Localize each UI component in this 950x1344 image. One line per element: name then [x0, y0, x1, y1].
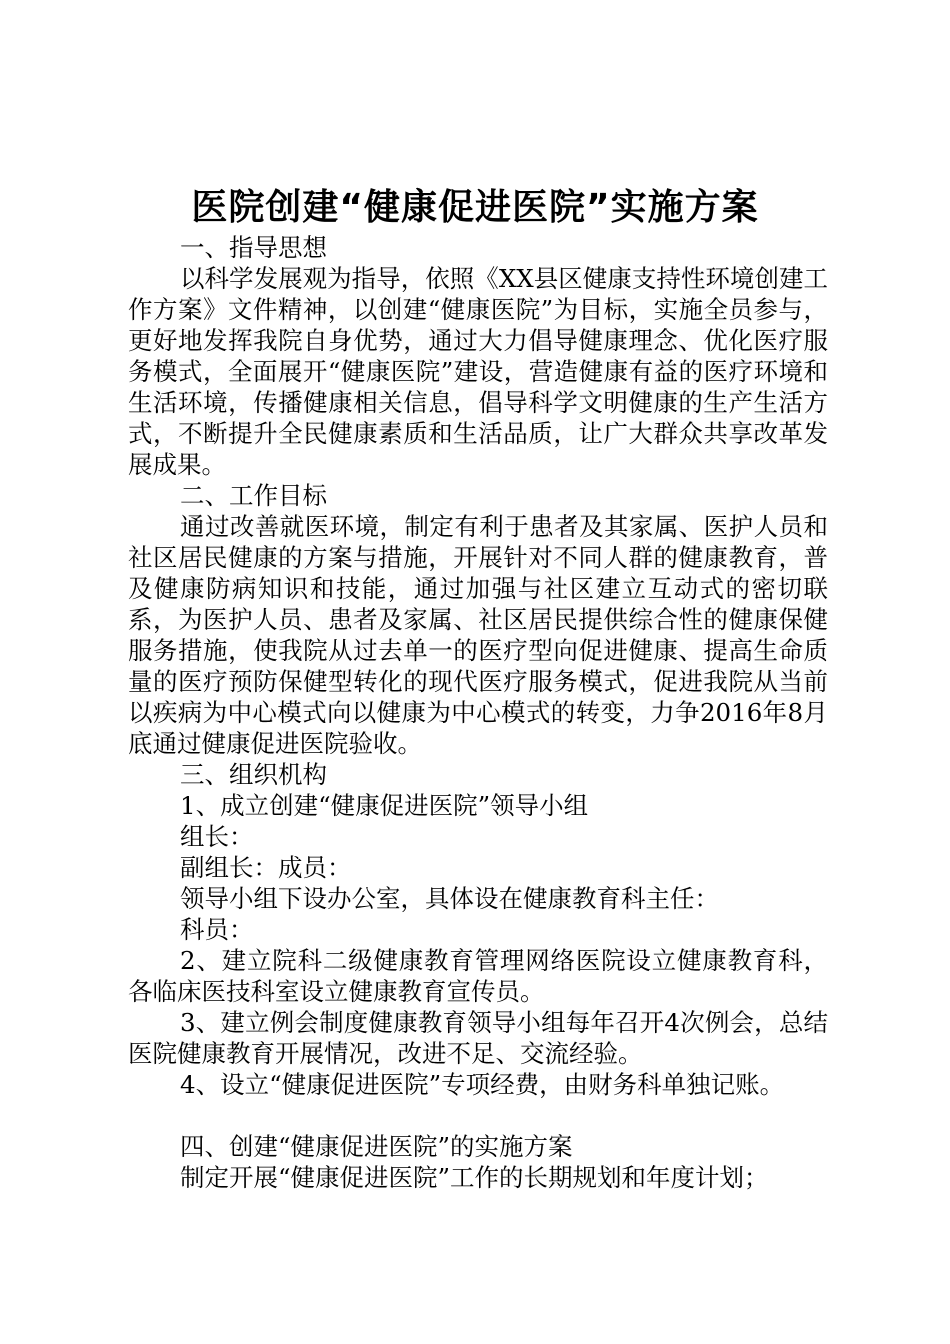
section-3-item-2: 2、建立院科二级健康教育管理网络医院设立健康教育科，各临床医技科室设立健康教育宣传员。 — [128, 946, 828, 1006]
document-title: 医院创建“健康促进医院”实施方案 — [191, 187, 759, 228]
section-1-heading: 一、指导思想 — [180, 233, 327, 262]
document-body — [128, 232, 828, 1193]
section-3-staff-line: 科员： — [180, 915, 254, 944]
section-4-heading: 四、创建“健康促进医院”的实施方案 — [180, 1132, 573, 1161]
section-2-heading: 二、工作目标 — [180, 481, 327, 510]
section-2-paragraph: 通过改善就医环境，制定有利于患者及其家属、医护人员和社区居民健康的方案与措施，开展针对不同人群的健康教育，普及健康防病知识和技能，通过加强与社区建立互动式的密切联系，为医护人员、患者及家属、社区居民提供综合性的健康保健服务措施，使我院从过去单一的医疗型向促进健康、提高生命质量的医疗预防保健型转化的现代医疗服务模式，促进我院从当前以疾病为中心模式向以健康为中心模式的转变，力争2016年8月底通过健康促进医院验收。 — [128, 512, 828, 758]
section-1-paragraph: 以科学发展观为指导，依照《XX县区健康支持性环境创建工作方案》文件精神，以创建“健康医院”为目标，实施全员参与，更好地发挥我院自身优势，通过大力倡导健康理念、优化医疗服务模式，全面展开“健康医院”建设，营造健康有益的医疗环境和生活环境，传播健康相关信息，倡导科学文明健康的生产生活方式，不断提升全民健康素质和生活品质，让广大群众共享改革发展成果。 — [128, 264, 828, 479]
section-3-leader-line: 组长： — [180, 822, 254, 851]
section-3-item-1: 1、成立创建“健康促进医院”领导小组 — [180, 791, 589, 820]
section-3-deputy-line: 副组长：成员： — [180, 853, 352, 882]
section-3-office-line: 领导小组下设办公室，具体设在健康教育科主任： — [180, 884, 719, 913]
section-3-heading: 三、组织机构 — [180, 760, 327, 789]
section-3-item-3: 3、建立例会制度健康教育领导小组每年召开4次例会，总结医院健康教育开展情况，改进不足、交流经验。 — [128, 1008, 828, 1068]
paragraph-spacer — [128, 1100, 828, 1131]
section-4-paragraph: 制定开展“健康促进医院”工作的长期规划和年度计划； — [180, 1163, 769, 1192]
section-3-item-4: 4、设立“健康促进医院”专项经费，由财务科单独记账。 — [180, 1070, 785, 1099]
